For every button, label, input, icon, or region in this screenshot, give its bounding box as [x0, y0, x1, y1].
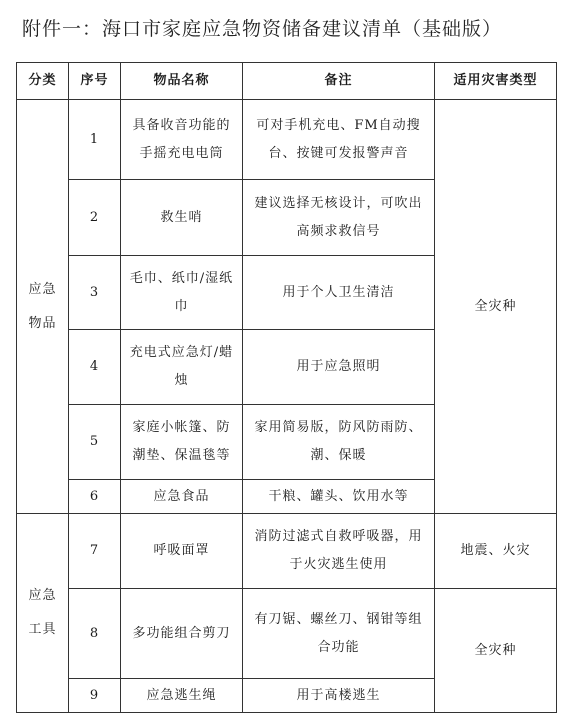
item-remark: 建议选择无核设计，可吹出高频求救信号	[243, 180, 435, 256]
item-name: 多功能组合剪刀	[121, 589, 243, 679]
item-name: 毛巾、纸巾/湿纸巾	[121, 256, 243, 330]
row-number: 5	[69, 405, 121, 480]
item-remark: 可对手机充电、FM自动搜台、按键可发报警声音	[243, 100, 435, 180]
header-number: 序号	[69, 63, 121, 100]
row-number: 8	[69, 589, 121, 679]
item-remark: 干粮、罐头、饮用水等	[243, 480, 435, 514]
header-item-name: 物品名称	[121, 63, 243, 100]
row-number: 1	[69, 100, 121, 180]
row-number: 2	[69, 180, 121, 256]
item-name: 家庭小帐篷、防潮垫、保温毯等	[121, 405, 243, 480]
table-row	[17, 589, 557, 679]
item-remark: 用于高楼逃生	[243, 679, 435, 713]
row-number: 4	[69, 330, 121, 405]
category-supplies: 应急物品	[17, 100, 69, 514]
row-number: 9	[69, 679, 121, 713]
table-row	[17, 100, 557, 180]
header-category: 分类	[17, 63, 69, 100]
header-remarks: 备注	[243, 63, 435, 100]
item-remark: 用于个人卫生清洁	[243, 256, 435, 330]
category-tools: 应急工具	[17, 514, 69, 713]
item-name: 呼吸面罩	[121, 514, 243, 589]
row-number: 7	[69, 514, 121, 589]
disaster-type-all: 全灾种	[435, 100, 557, 514]
disaster-type-all: 全灾种	[435, 589, 557, 713]
table-header-row	[17, 63, 557, 100]
item-name: 充电式应急灯/蜡烛	[121, 330, 243, 405]
item-remark: 用于应急照明	[243, 330, 435, 405]
header-disaster-type: 适用灾害类型	[435, 63, 557, 100]
row-number: 6	[69, 480, 121, 514]
row-number: 3	[69, 256, 121, 330]
item-remark: 有刀锯、螺丝刀、钢钳等组合功能	[243, 589, 435, 679]
disaster-type-quake-fire: 地震、火灾	[435, 514, 557, 589]
item-remark: 消防过滤式自救呼吸器，用于火灾逃生使用	[243, 514, 435, 589]
item-remark: 家用简易版，防风防雨防、潮、保暖	[243, 405, 435, 480]
item-name: 具备收音功能的手摇充电电筒	[121, 100, 243, 180]
item-name: 应急逃生绳	[121, 679, 243, 713]
table-row	[17, 514, 557, 589]
item-name: 应急食品	[121, 480, 243, 514]
document-title: 附件一：海口市家庭应急物资储备建议清单（基础版）	[22, 18, 503, 40]
item-name: 救生哨	[121, 180, 243, 256]
supplies-table	[16, 62, 557, 713]
